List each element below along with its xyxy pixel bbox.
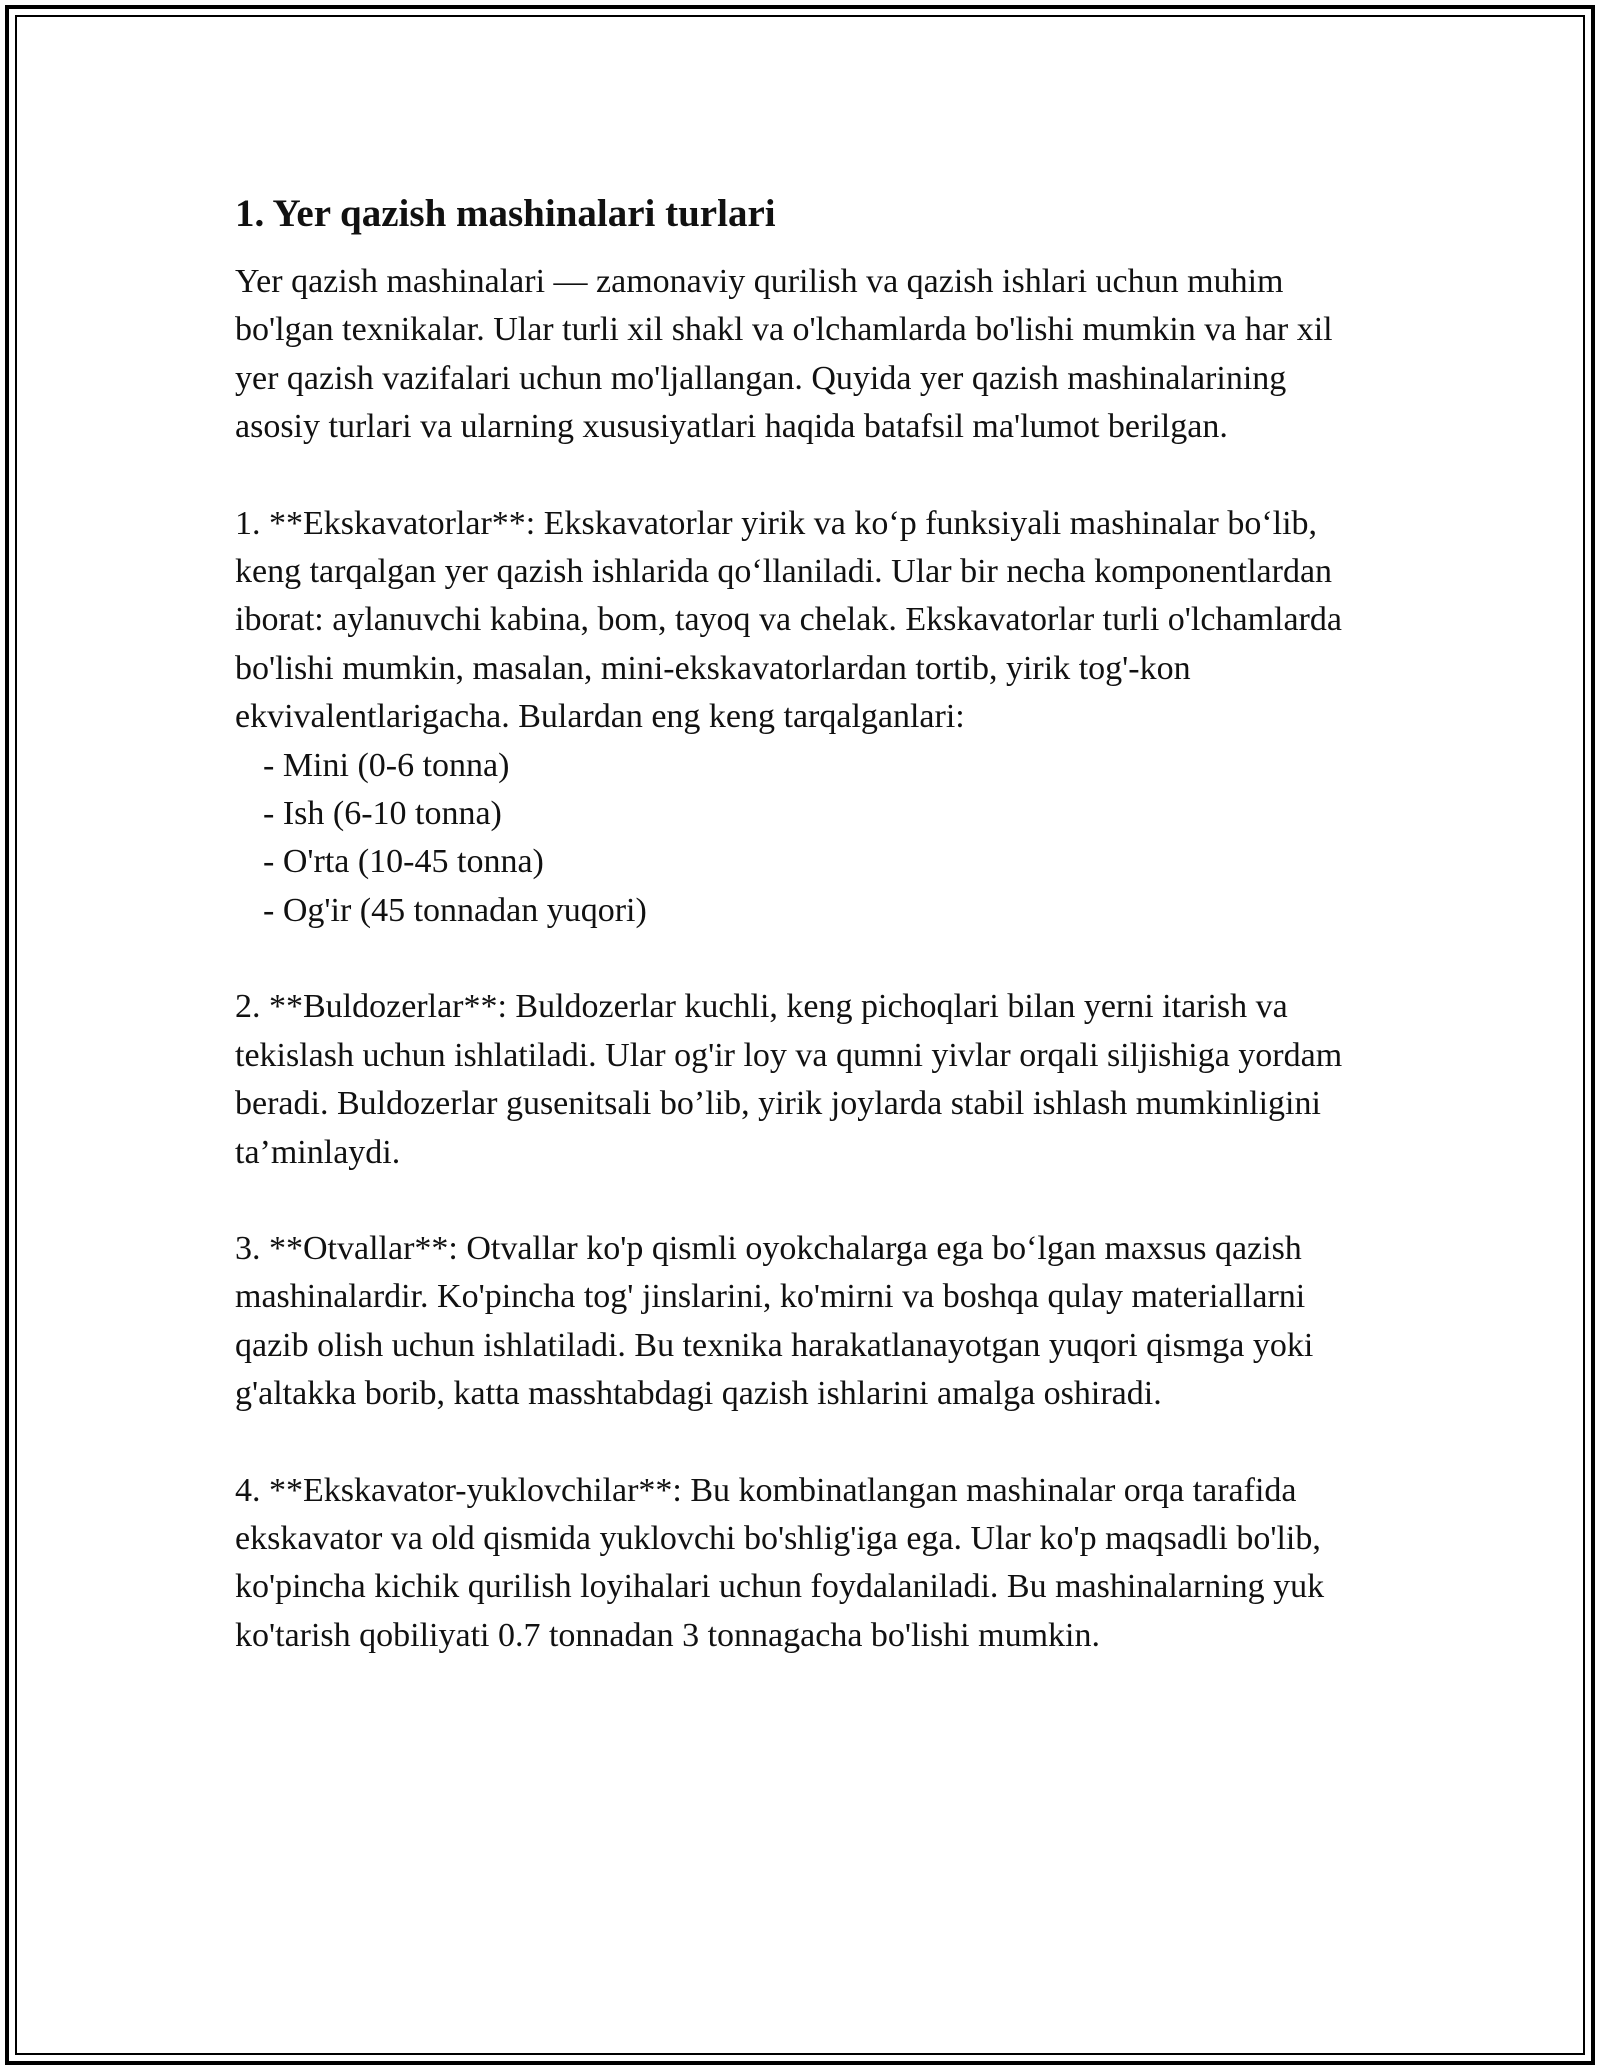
- intro-paragraph: Yer qazish mashinalari — zamonaviy qurilish va qazish ishlari uchun muhim bo'lgan texnikalar. Ular turli xil shakl va o'lchamlarda bo'lishi mumkin va har xil yer qazish vazifalari uchun mo'ljallangan. Quyida yer qazish mashinalarining asosiy turlari va ularning xususiyatlari haqida batafsil ma'lumot berilgan.: [235, 263, 1342, 446]
- list-item: - Mini (0-6 tonna): [263, 746, 510, 784]
- excavator-size-list: [235, 742, 1365, 936]
- section-backhoe-loaders: [235, 1467, 1365, 1661]
- section-paragraph: 2. **Buldozerlar**: Buldozerlar kuchli, keng pichoqlari bilan yerni itarish va tekislash uchun ishlatiladi. Ular og'ir loy va qumni yivlar orqali siljishiga yordam beradi. Buldozerlar gusenitsali bo’lib, yirik joylarda stabil ishlash mumkinligini ta’minlaydi.: [235, 988, 1351, 1171]
- list-item: - O'rta (10-45 tonna): [263, 843, 544, 881]
- section-paragraph: 4. **Ekskavator-yuklovchilar**: Bu kombinatlangan mashinalar orqa tarafida ekskavator va old qismida yuklovchi bo'shlig'iga ega. Ular ko'p maqsadli bo'lib, ko'pincha kichik qurilish loyihalari uchun foydalaniladi. Bu mashinalarning yuk ko'tarish qobiliyati 0.7 tonnadan 3 tonnagacha bo'lishi mumkin.: [235, 1471, 1333, 1654]
- list-item: - Og'ir (45 tonnadan yuqori): [263, 891, 647, 929]
- section-paragraph: 1. **Ekskavatorlar**: Ekskavatorlar yirik va ko‘p funksiyali mashinalar bo‘lib, keng tarqalgan yer qazish ishlarida qo‘llaniladi. Ular bir necha komponentlardan iborat: aylanuvchi kabina, bom, tayoq va chelak. Ekskavatorlar turli o'lchamlarda bo'lishi mumkin, masalan, mini-ekskavatorlardan tortib, yirik tog'-kon ekvivalentlarigacha. Bulardan eng keng tarqalganlari:: [235, 504, 1351, 736]
- list-item: - Ish (6-10 tonna): [263, 795, 502, 833]
- section-paragraph: 3. **Otvallar**: Otvallar ko'p qismli oyokchalarga ega bo‘lgan maxsus qazish mashinalardir. Ko'pincha tog' jinslarini, ko'mirni va boshqa qulay materiallarni qazib olish uchun ishlatiladi. Bu texnika harakatlanayotgan yuqori qismga yoki g'altakka borib, katta masshtabdagi qazish ishlarini amalga oshiradi.: [235, 1229, 1322, 1413]
- section-otvallar: [235, 1225, 1365, 1419]
- document-body: [235, 188, 1365, 1660]
- section-excavators: [235, 500, 1365, 936]
- document-title: 1. Yer qazish mashinalari turlari: [235, 192, 776, 235]
- section-bulldozers: [235, 983, 1365, 1177]
